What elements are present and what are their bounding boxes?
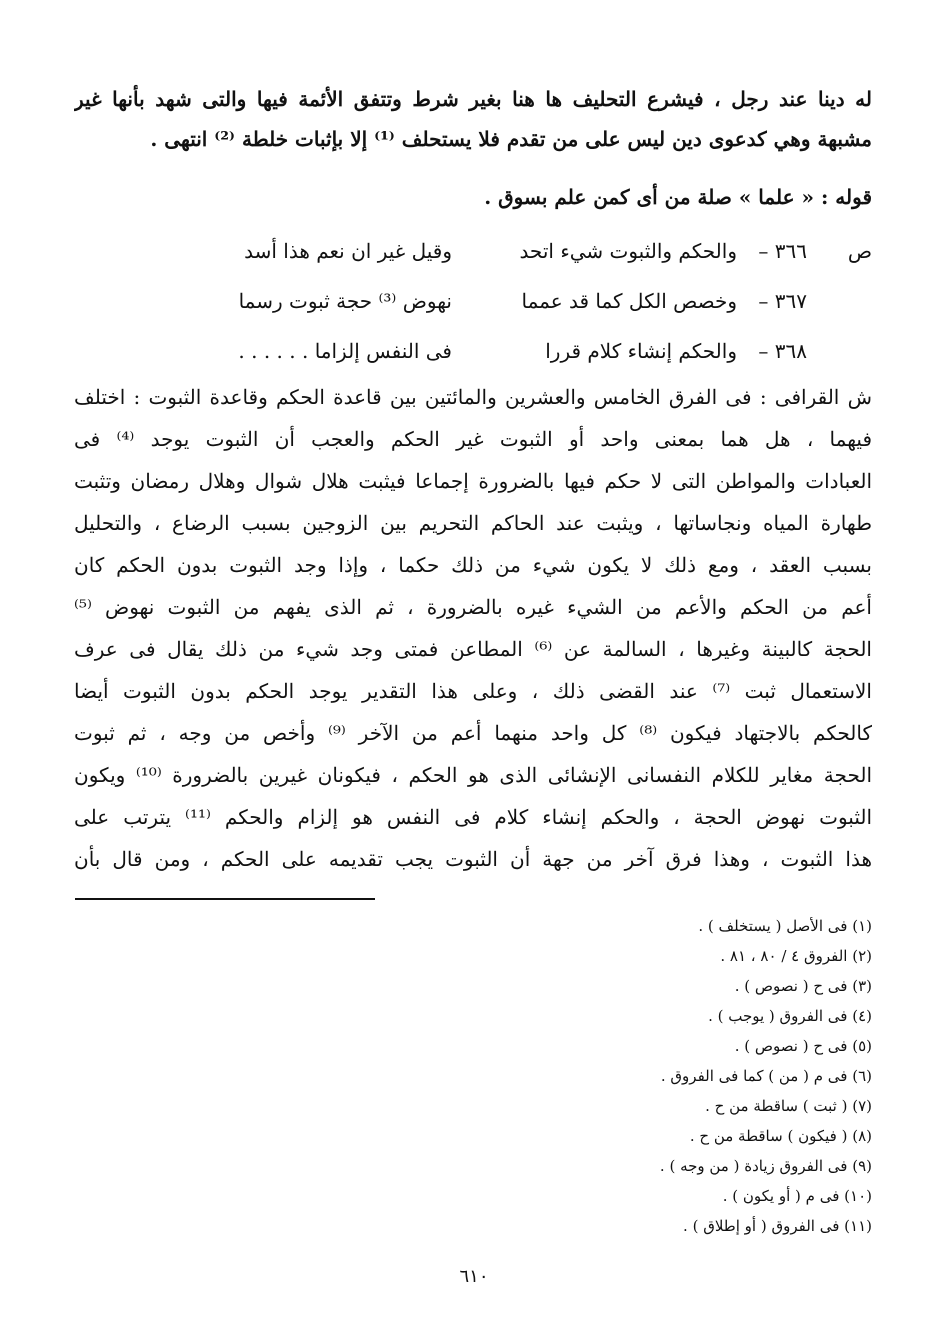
- footnote: (٧) ( ثبت ) ساقطة من ح .: [705, 1097, 872, 1115]
- footnote: (١) فى الأصل ( يستخلف ) .: [698, 917, 872, 935]
- verse-row: [74, 284, 872, 318]
- text-line: الحجة مغاير للكلام النفسانى الإنشائى الذى هو الحكم ، فيكونان غيرين بالضرورة ⁽¹⁰⁾ ويكون: [74, 763, 872, 787]
- text-line: الاستعمال ثبت ⁽⁷⁾ عند القضى ذلك ، وعلى هذا التقدير يوجد الحكم بدون الثبوت أيضا: [74, 679, 872, 703]
- verse-first-hemistich: والحكم والثبوت شيء اتحد: [519, 239, 737, 263]
- text-line: الحجة كالبينة وغيرها ، السالمة عن ⁽⁶⁾ المطاعن فمتى وجد شيء من ذلك يقال فى عرف: [74, 637, 872, 661]
- text-line: طهارة المياه ونجاساتها ، ويثبت عند الحاكم التحريم بين الزوجين بسبب الرضاع ، والتحليل: [74, 511, 872, 535]
- verse-number: ٣٦٧ –: [758, 289, 807, 313]
- verse-prefix: ص: [847, 239, 872, 263]
- verse-row: [74, 234, 872, 268]
- footnote: (٦) فى م ( من ) كما فى الفروق .: [660, 1067, 872, 1085]
- verse-second-hemistich: نهوض ⁽³⁾ حجة ثبوت رسما: [238, 289, 452, 313]
- footnote: (٩) فى الفروق زيادة ( من وجه ) .: [659, 1157, 872, 1175]
- text-line: له دينا عند رجل ، فيشرع التحليف ها هنا بغير شرط وتتفق الأئمة فيها والتى شهد بأنها غير: [74, 87, 872, 111]
- footnote: (١٠) فى م ( أو يكون ) .: [722, 1187, 872, 1205]
- footnote-separator: [75, 898, 375, 900]
- text-line: هذا الثبوت ، وهذا فرق آخر من جهة أن الثبوت يجب تقديمه على الحكم ، ومن قال بأن: [74, 847, 872, 871]
- text-line: فيهما ، هل هما بمعنى واحد أو الثبوت غير الحكم والعجب أن الثبوت يوجد ⁽⁴⁾ فى: [74, 427, 872, 451]
- text-line: ش القرافى : فى الفرق الخامس والعشرين والمائتين بين قاعدة الحكم وقاعدة الثبوت : اختلف: [74, 385, 872, 409]
- footnote: (٤) فى الفروق ( يوجب ) .: [708, 1007, 872, 1025]
- footnote: (٢) الفروق ٤ / ٨٠ ، ٨١ .: [720, 947, 872, 965]
- text-line: العبادات والمواطن التى لا حكم فيها بالضرورة إجماعا فيثبت هلال شوال وهلال رمضان وتثبت: [74, 469, 872, 493]
- footnote: (٣) فى ح ( نصوص ) .: [734, 977, 872, 995]
- verse-second-hemistich: وقيل غير ان نعم هذا أسد: [244, 239, 452, 263]
- verse-row: [74, 334, 872, 368]
- text-line: بسبب العقد ، ومع ذلك لا يكون شيء من ذلك حكما ، وإذا وجد الثبوت بدون الحكم كان: [74, 553, 872, 577]
- text-line: أعم من الحكم والأعم من الشيء غيره بالضرورة ، ثم الذى يفهم من الثبوت نهوض ⁽⁵⁾: [74, 595, 872, 619]
- page-number: ٦١٠: [459, 1266, 489, 1287]
- verse-first-hemistich: والحكم إنشاء كلام قررا: [545, 339, 737, 363]
- verse-number: ٣٦٨ –: [758, 339, 807, 363]
- footnote: (٨) ( فيكون ) ساقطة من ح .: [689, 1127, 872, 1145]
- footnote: (١١) فى الفروق ( أو إطلاق ) .: [683, 1217, 872, 1235]
- text-line: الثبوت نهوض الحجة ، والحكم إنشاء كلام فى النفس هو إلزام والحكم ⁽¹¹⁾ يترتب على: [74, 805, 872, 829]
- footnote: (٥) فى ح ( نصوص ) .: [734, 1037, 872, 1055]
- verse-number: ٣٦٦ –: [758, 239, 807, 263]
- verse-second-hemistich: فى النفس إلزاما . . . . . .: [238, 339, 452, 363]
- text-line: كالحكم بالاجتهاد فيكون ⁽⁸⁾ كل واحد منهما أعم من الآخر ⁽⁹⁾ وأخص من وجه ، ثم ثبوت: [74, 721, 872, 745]
- qawluhu-line: قوله : « علما » صلة من أى كمن علم بسوق .: [484, 185, 872, 209]
- text-line: مشبهة وهي كدعوى دين ليس على من تقدم فلا يستحلف ⁽¹⁾ إلا بإثبات خلطة ⁽²⁾ انتهى .: [150, 127, 872, 151]
- verse-first-hemistich: وخصص الكل كما قد عمما: [521, 289, 737, 313]
